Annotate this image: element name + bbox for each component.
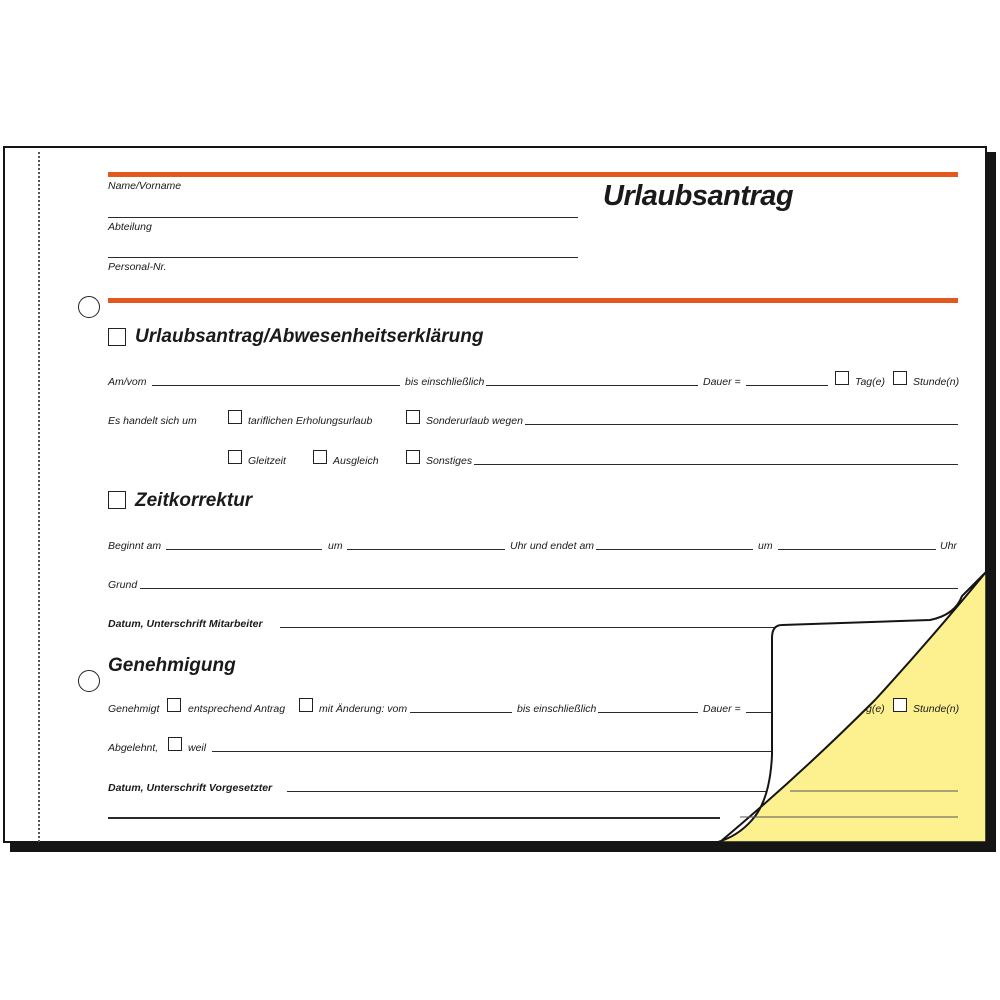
- supervisor-signature-label: Datum, Unterschrift Vorgesetzter: [108, 782, 273, 794]
- begins-label: Beginnt am: [108, 540, 162, 552]
- special-leave-label: Sonderurlaub wegen: [426, 415, 523, 427]
- department-label: Abteilung: [108, 221, 152, 233]
- hours-label: Stunde(n): [913, 376, 960, 388]
- approval-duration-label: Dauer =: [703, 703, 741, 715]
- compensation-label: Ausgleich: [333, 455, 379, 467]
- approved-label: Genehmigt: [108, 703, 160, 715]
- time-correction-title: Zeitkorrektur: [135, 490, 253, 511]
- as-requested-label: entsprechend Antrag: [188, 703, 286, 715]
- approval-title: Genehmigung: [108, 655, 236, 676]
- with-change-label: mit Änderung: vom: [319, 703, 408, 715]
- approval-hours-checkbox[interactable]: [893, 698, 907, 712]
- until-label: bis einschließlich: [405, 376, 485, 388]
- approval-days-label: g(e): [866, 703, 885, 715]
- duration-label: Dauer =: [703, 376, 741, 388]
- at-label: um: [328, 540, 343, 552]
- rejected-label: Abgelehnt,: [108, 742, 159, 754]
- approval-hours-label: Stunde(n): [913, 703, 960, 715]
- days-label: Tag(e): [855, 376, 885, 388]
- name-label: Name/Vorname: [108, 180, 182, 192]
- because-label: weil: [188, 742, 207, 754]
- other-label: Sonstiges: [426, 455, 473, 467]
- flextime-label: Gleitzeit: [248, 455, 286, 467]
- recreation-leave-label: tariflichen Erholungsurlaub: [248, 415, 373, 427]
- at2-label: um: [758, 540, 773, 552]
- leave-section-title: Urlaubsantrag/Abwesenheitserklärung: [135, 326, 484, 347]
- approval-until-label: bis einschließlich: [517, 703, 597, 715]
- form-title: Urlaubsantrag: [603, 180, 794, 212]
- employee-signature-label: Datum, Unterschrift Mitarbeiter: [108, 618, 263, 630]
- clock-label: Uhr: [940, 540, 957, 552]
- personnel-number-label: Personal-Nr.: [108, 261, 167, 273]
- from-label: Am/vom: [108, 376, 147, 388]
- reason-label: Grund: [108, 579, 138, 591]
- ends-label: Uhr und endet am: [510, 540, 595, 552]
- leave-type-label: Es handelt sich um: [108, 415, 197, 427]
